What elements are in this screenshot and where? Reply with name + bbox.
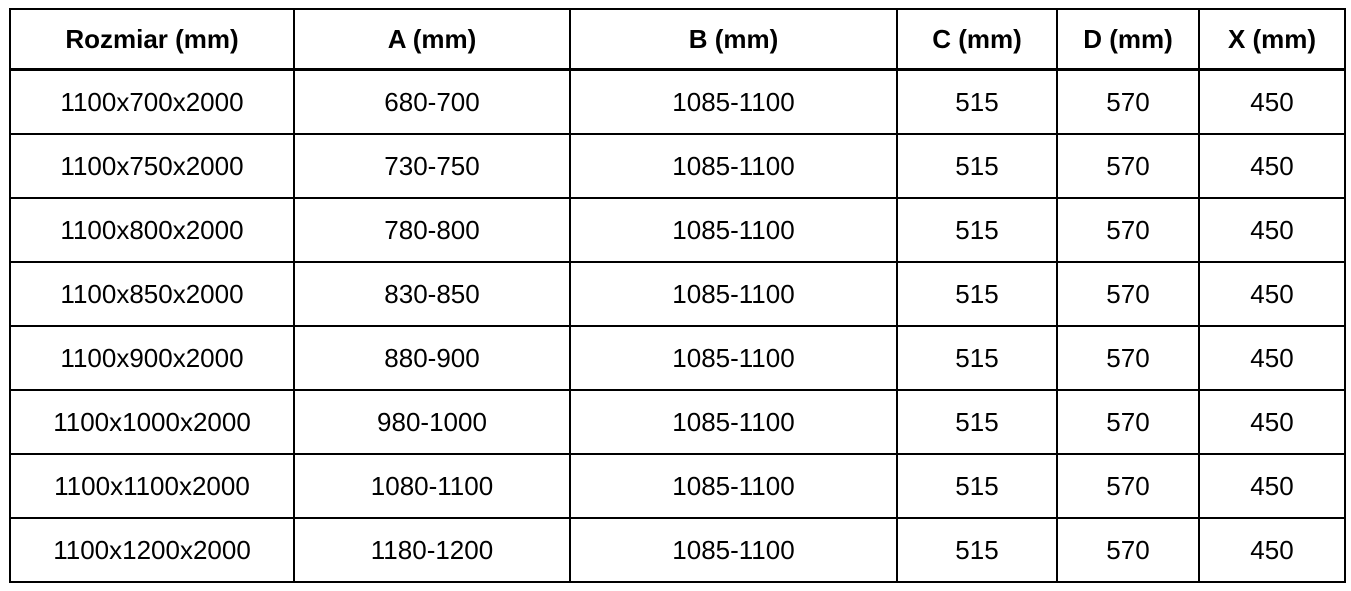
cell-x: 450 [1199,454,1345,518]
cell-a: 880-900 [294,326,570,390]
cell-b: 1085-1100 [570,390,897,454]
cell-c: 515 [897,134,1057,198]
cell-c: 515 [897,454,1057,518]
cell-d: 570 [1057,326,1199,390]
table-row [10,70,1345,135]
table-row [10,326,1345,390]
column-header-x: X (mm) [1199,9,1345,70]
table-row [10,134,1345,198]
cell-d: 570 [1057,454,1199,518]
column-header-a: A (mm) [294,9,570,70]
cell-a: 780-800 [294,198,570,262]
cell-x: 450 [1199,518,1345,582]
cell-x: 450 [1199,70,1345,135]
column-header-rozmiar: Rozmiar (mm) [10,9,294,70]
cell-x: 450 [1199,134,1345,198]
size-table [9,8,1346,583]
cell-rozmiar: 1100x700x2000 [10,70,294,135]
cell-d: 570 [1057,70,1199,135]
cell-c: 515 [897,326,1057,390]
table-row [10,454,1345,518]
cell-rozmiar: 1100x750x2000 [10,134,294,198]
cell-a: 1180-1200 [294,518,570,582]
cell-x: 450 [1199,390,1345,454]
cell-rozmiar: 1100x850x2000 [10,262,294,326]
table-row [10,262,1345,326]
cell-b: 1085-1100 [570,262,897,326]
cell-b: 1085-1100 [570,454,897,518]
cell-b: 1085-1100 [570,70,897,135]
cell-x: 450 [1199,198,1345,262]
cell-rozmiar: 1100x1000x2000 [10,390,294,454]
cell-c: 515 [897,198,1057,262]
cell-b: 1085-1100 [570,198,897,262]
column-header-d: D (mm) [1057,9,1199,70]
cell-b: 1085-1100 [570,134,897,198]
cell-c: 515 [897,518,1057,582]
table-row [10,390,1345,454]
cell-a: 1080-1100 [294,454,570,518]
cell-a: 730-750 [294,134,570,198]
cell-d: 570 [1057,518,1199,582]
cell-a: 680-700 [294,70,570,135]
column-header-b: B (mm) [570,9,897,70]
cell-x: 450 [1199,326,1345,390]
cell-c: 515 [897,262,1057,326]
cell-rozmiar: 1100x900x2000 [10,326,294,390]
column-header-c: C (mm) [897,9,1057,70]
cell-rozmiar: 1100x1100x2000 [10,454,294,518]
cell-d: 570 [1057,390,1199,454]
cell-c: 515 [897,70,1057,135]
cell-c: 515 [897,390,1057,454]
size-table-container [9,8,1346,583]
cell-a: 830-850 [294,262,570,326]
cell-d: 570 [1057,134,1199,198]
cell-x: 450 [1199,262,1345,326]
cell-d: 570 [1057,198,1199,262]
table-row [10,198,1345,262]
cell-rozmiar: 1100x800x2000 [10,198,294,262]
cell-rozmiar: 1100x1200x2000 [10,518,294,582]
cell-b: 1085-1100 [570,518,897,582]
cell-b: 1085-1100 [570,326,897,390]
cell-a: 980-1000 [294,390,570,454]
cell-d: 570 [1057,262,1199,326]
table-row [10,518,1345,582]
header-row [10,9,1345,70]
